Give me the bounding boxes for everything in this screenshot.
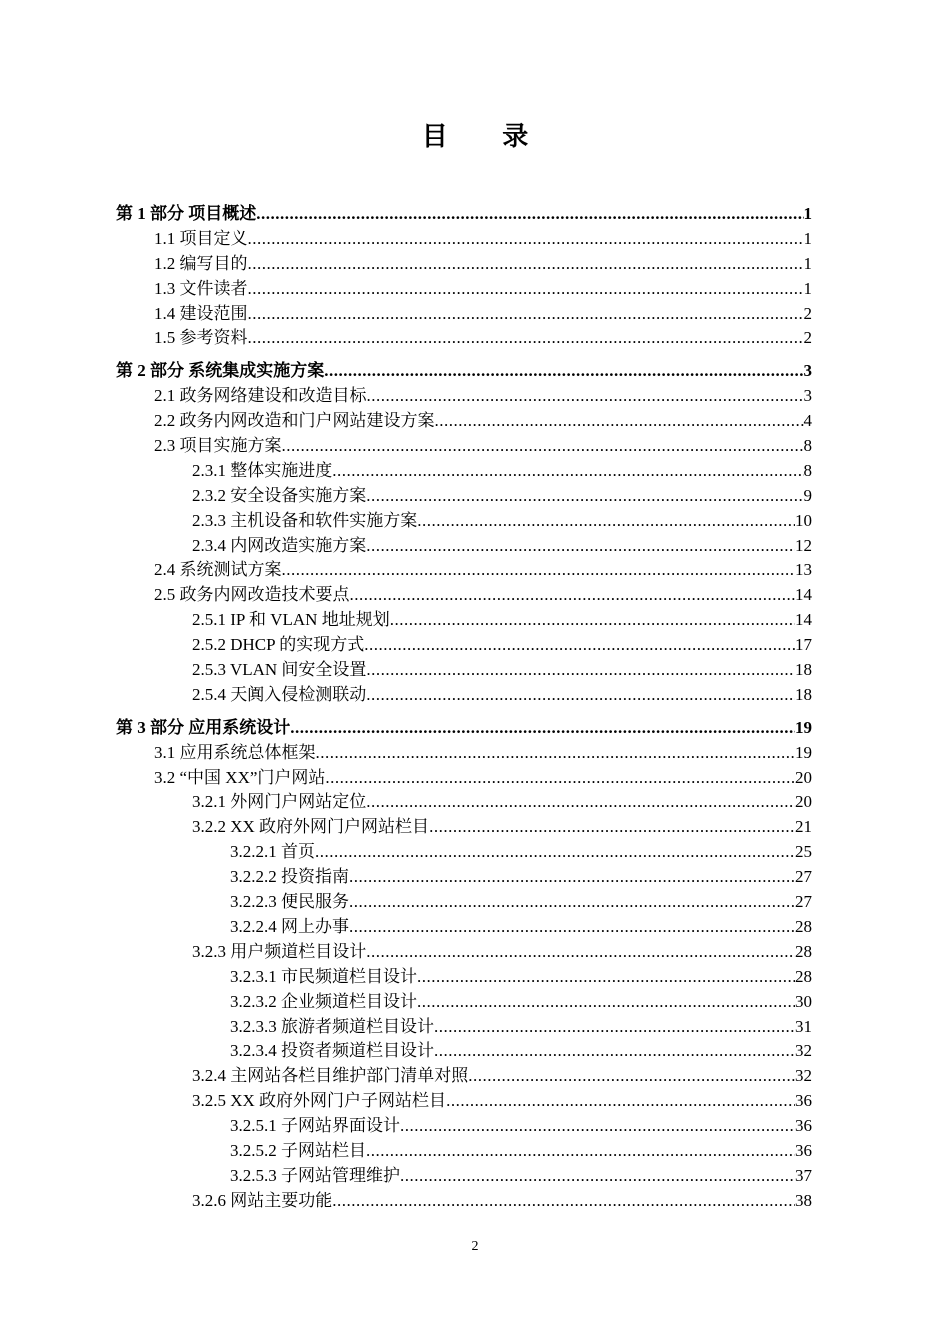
toc-entry-label: 3.2.1 外网门户网站定位 <box>192 792 367 812</box>
toc-entry[interactable] <box>116 534 812 559</box>
toc-entry-label: 2.1 政务网络建设和改造目标 <box>154 386 367 406</box>
toc-entry-page: 1 <box>803 228 812 248</box>
toc-entry-page: 38 <box>795 1190 812 1210</box>
toc-leader-dots <box>350 583 796 608</box>
toc-entry-label: 1.3 文件读者 <box>154 278 248 298</box>
toc-leader-dots <box>434 1015 795 1040</box>
toc-entry[interactable] <box>116 509 812 534</box>
toc-leader-dots <box>446 1089 795 1114</box>
toc-entry-label: 2.5 政务内网改造技术要点 <box>154 585 350 605</box>
toc-entry[interactable] <box>116 459 812 484</box>
toc-entry-page: 27 <box>795 892 812 912</box>
toc-entry-label: 2.2 政务内网改造和门户网站建设方案 <box>154 411 435 431</box>
toc-entry-label: 3.2.6 网站主要功能 <box>192 1190 333 1210</box>
toc-entry-label: 3.2.3.2 企业频道栏目设计 <box>230 991 417 1011</box>
toc-entry-page: 13 <box>795 560 812 580</box>
toc-entry-label: 3.1 应用系统总体框架 <box>154 742 316 762</box>
toc-leader-dots <box>417 509 795 534</box>
toc-entry[interactable] <box>116 277 812 302</box>
toc-entry-label: 2.3.1 整体实施进度 <box>192 460 333 480</box>
toc-entry-label: 3.2.2.4 网上办事 <box>230 916 349 936</box>
toc-entry-page: 28 <box>795 966 812 986</box>
toc-entry-page: 8 <box>803 436 812 456</box>
toc-leader-dots <box>366 940 795 965</box>
toc-entry-label: 1.5 参考资料 <box>154 328 248 348</box>
toc-leader-dots <box>435 409 804 434</box>
toc-entry[interactable] <box>116 658 812 683</box>
toc-entry-page: 1 <box>803 278 812 298</box>
toc-entry-page: 4 <box>803 411 812 431</box>
toc-leader-dots <box>282 434 804 459</box>
toc-entry-label: 3.2.2.2 投资指南 <box>230 867 349 887</box>
toc-entry[interactable] <box>116 359 812 384</box>
toc-entry[interactable] <box>116 227 812 252</box>
toc-entry[interactable] <box>116 1089 812 1114</box>
toc-entry[interactable] <box>116 326 812 351</box>
toc-entry-page: 30 <box>795 991 812 1011</box>
toc-entry-page: 36 <box>795 1116 812 1136</box>
toc-entry-page: 28 <box>795 941 812 961</box>
toc-entry-label: 1.1 项目定义 <box>154 228 248 248</box>
toc-leader-dots <box>349 915 795 940</box>
toc-entry-page: 20 <box>795 767 812 787</box>
toc-leader-dots <box>282 558 796 583</box>
toc-entry[interactable] <box>116 716 812 741</box>
toc-entry-page: 18 <box>795 660 812 680</box>
toc-leader-dots <box>332 459 803 484</box>
table-of-contents <box>116 202 812 1214</box>
toc-entry[interactable] <box>116 1064 812 1089</box>
toc-entry-label: 3.2.5.3 子网站管理维护 <box>230 1165 400 1185</box>
toc-entry[interactable] <box>116 1039 812 1064</box>
toc-entry-page: 3 <box>803 361 812 381</box>
toc-entry-page: 28 <box>795 916 812 936</box>
toc-entry-page: 1 <box>803 253 812 273</box>
toc-entry[interactable] <box>116 1114 812 1139</box>
toc-leader-dots <box>248 252 804 277</box>
toc-entry[interactable] <box>116 409 812 434</box>
toc-entry[interactable] <box>116 1189 812 1214</box>
toc-entry-label: 2.3.4 内网改造实施方案 <box>192 535 367 555</box>
toc-entry-label: 3.2.5 XX 政府外网门户子网站栏目 <box>192 1091 447 1111</box>
toc-leader-dots <box>248 277 804 302</box>
toc-entry[interactable] <box>116 302 812 327</box>
toc-entry-page: 19 <box>795 742 812 762</box>
toc-leader-dots <box>417 990 795 1015</box>
toc-entry-page: 8 <box>803 460 812 480</box>
toc-leader-dots <box>434 1039 795 1064</box>
toc-leader-dots <box>366 1139 795 1164</box>
toc-entry-page: 36 <box>795 1091 812 1111</box>
page-number: 2 <box>471 1239 479 1254</box>
toc-leader-dots <box>316 741 796 766</box>
toc-leader-dots <box>290 716 795 741</box>
toc-leader-dots <box>332 1189 795 1214</box>
toc-entry-label: 3.2.2.3 便民服务 <box>230 892 349 912</box>
toc-entry-label: 3.2 “中国 XX”门户网站 <box>154 767 326 787</box>
toc-entry-label: 3.2.3.1 市民频道栏目设计 <box>230 966 417 986</box>
toc-leader-dots <box>366 484 803 509</box>
toc-entry-page: 25 <box>795 842 812 862</box>
toc-entry-label: 3.2.5.2 子网站栏目 <box>230 1140 366 1160</box>
toc-entry-page: 1 <box>803 204 812 223</box>
toc-entry-label: 2.4 系统测试方案 <box>154 560 282 580</box>
toc-entry-page: 14 <box>795 585 812 605</box>
toc-leader-dots <box>248 302 804 327</box>
toc-leader-dots <box>349 865 795 890</box>
toc-entry-page: 27 <box>795 867 812 887</box>
toc-entry[interactable] <box>116 683 812 708</box>
toc-entry-label: 3.2.5.1 子网站界面设计 <box>230 1116 400 1136</box>
toc-leader-dots <box>364 633 795 658</box>
toc-leader-dots <box>468 1064 795 1089</box>
toc-entry[interactable] <box>116 1015 812 1040</box>
toc-leader-dots <box>248 326 804 351</box>
toc-entry[interactable] <box>116 741 812 766</box>
toc-entry[interactable] <box>116 840 812 865</box>
toc-leader-dots <box>248 227 804 252</box>
toc-entry[interactable] <box>116 608 812 633</box>
toc-entry[interactable] <box>116 202 812 227</box>
toc-leader-dots <box>366 534 795 559</box>
toc-entry-label: 3.2.2.1 首页 <box>230 842 315 862</box>
toc-leader-dots <box>325 766 795 791</box>
toc-entry-label: 第 2 部分 系统集成实施方案 <box>116 361 325 381</box>
toc-leader-dots <box>400 1164 795 1189</box>
toc-leader-dots <box>400 1114 795 1139</box>
toc-leader-dots <box>324 359 803 384</box>
toc-entry-label: 2.5.4 天阗入侵检测联动 <box>192 684 367 704</box>
toc-entry-page: 32 <box>795 1041 812 1061</box>
toc-entry-page: 2 <box>803 328 812 348</box>
toc-entry-label: 1.4 建设范围 <box>154 303 248 323</box>
toc-entry-page: 32 <box>795 1066 812 1086</box>
toc-entry[interactable] <box>116 865 812 890</box>
toc-entry-label: 2.3.3 主机设备和软件实施方案 <box>192 510 418 530</box>
toc-entry-label: 1.2 编写目的 <box>154 253 248 273</box>
toc-entry-label: 第 3 部分 应用系统设计 <box>116 717 291 737</box>
toc-entry[interactable] <box>116 815 812 840</box>
toc-leader-dots <box>390 608 795 633</box>
toc-entry-label: 3.2.2 XX 政府外网门户网站栏目 <box>192 817 430 837</box>
toc-entry-label: 2.3.2 安全设备实施方案 <box>192 485 367 505</box>
toc-entry-page: 3 <box>803 386 812 406</box>
toc-leader-dots <box>315 840 795 865</box>
toc-entry[interactable] <box>116 384 812 409</box>
toc-entry[interactable] <box>116 915 812 940</box>
toc-leader-dots <box>367 384 804 409</box>
toc-entry-page: 36 <box>795 1140 812 1160</box>
toc-entry-label: 2.5.1 IP 和 VLAN 地址规划 <box>192 610 390 630</box>
toc-entry[interactable] <box>116 1139 812 1164</box>
toc-entry-page: 18 <box>795 684 812 704</box>
toc-entry-page: 9 <box>803 485 812 505</box>
toc-entry-label: 3.2.3.3 旅游者频道栏目设计 <box>230 1016 434 1036</box>
toc-entry-page: 12 <box>795 535 812 555</box>
toc-entry[interactable] <box>116 965 812 990</box>
toc-entry-label: 2.5.2 DHCP 的实现方式 <box>192 635 365 655</box>
toc-entry[interactable] <box>116 252 812 277</box>
toc-leader-dots <box>429 815 795 840</box>
toc-entry-label: 2.3 项目实施方案 <box>154 436 282 456</box>
toc-entry-page: 37 <box>795 1165 812 1185</box>
toc-leader-dots <box>366 790 795 815</box>
toc-entry[interactable] <box>116 890 812 915</box>
toc-leader-dots <box>256 202 803 227</box>
toc-entry[interactable] <box>116 434 812 459</box>
toc-entry[interactable] <box>116 484 812 509</box>
toc-entry-page: 19 <box>795 717 812 737</box>
toc-leader-dots <box>349 890 795 915</box>
toc-leader-dots <box>366 683 795 708</box>
toc-entry-label: 3.2.3 用户频道栏目设计 <box>192 941 367 961</box>
toc-entry-page: 20 <box>795 792 812 812</box>
toc-entry[interactable] <box>116 940 812 965</box>
toc-entry-label: 2.5.3 VLAN 间安全设置 <box>192 660 367 680</box>
toc-entry[interactable] <box>116 1164 812 1189</box>
toc-entry-page: 21 <box>795 817 812 837</box>
toc-entry-page: 17 <box>795 635 812 655</box>
toc-entry[interactable] <box>116 766 812 791</box>
toc-entry[interactable] <box>116 583 812 608</box>
toc-entry-label: 3.2.4 主网站各栏目维护部门清单对照 <box>192 1066 469 1086</box>
toc-entry-page: 2 <box>803 303 812 323</box>
toc-leader-dots <box>366 658 795 683</box>
toc-entry-label: 第 1 部分 项目概述 <box>116 204 257 223</box>
toc-entry[interactable] <box>116 558 812 583</box>
toc-entry-label: 3.2.3.4 投资者频道栏目设计 <box>230 1041 434 1061</box>
toc-entry[interactable] <box>116 990 812 1015</box>
toc-leader-dots <box>417 965 795 990</box>
toc-entry-page: 14 <box>795 610 812 630</box>
toc-entry[interactable] <box>116 790 812 815</box>
toc-entry-page: 10 <box>795 510 812 530</box>
toc-title: 目 录 <box>421 122 553 151</box>
toc-entry[interactable] <box>116 633 812 658</box>
toc-entry-page: 31 <box>795 1016 812 1036</box>
